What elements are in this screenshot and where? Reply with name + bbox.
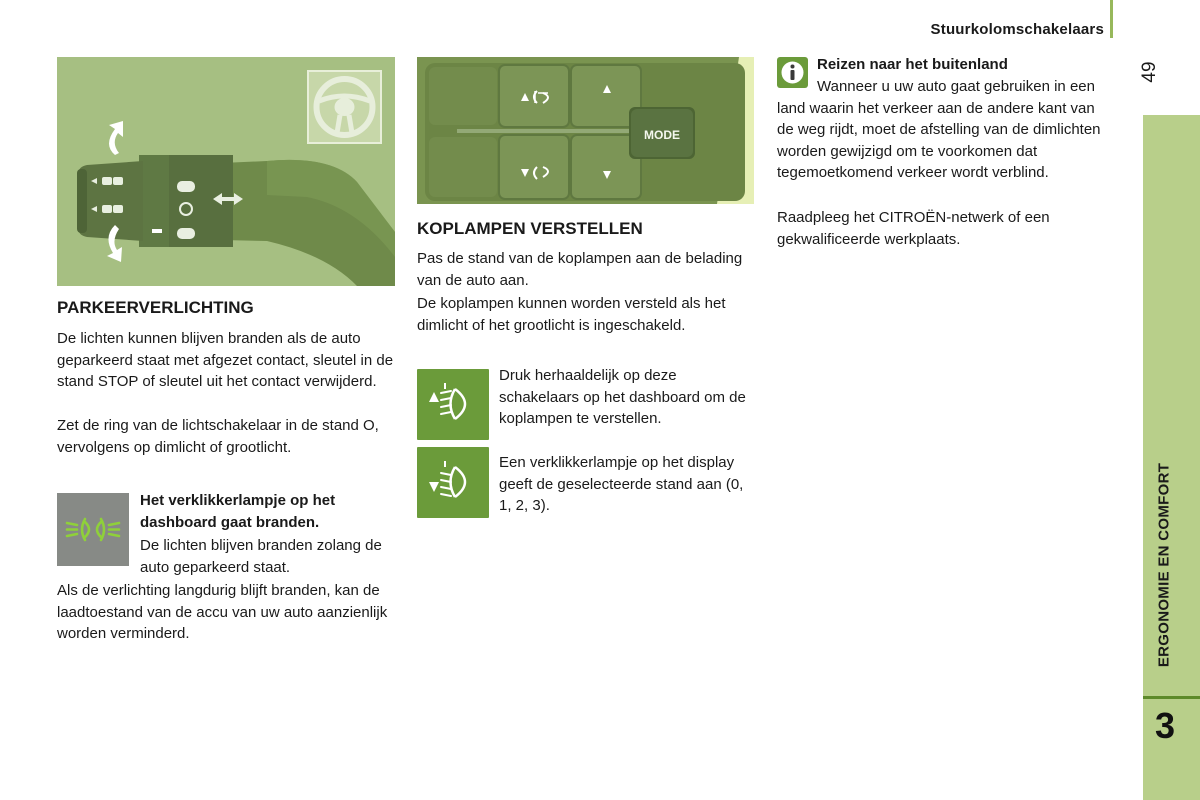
headlamp-instruction-2: Een verklikkerlampje op het display geeft de geselecteerde stand aan (0, 1, 2, 3). [499,454,744,514]
headlamp-down-button-box [417,447,489,518]
running-header-title: Stuurkolomschakelaars [930,21,1104,38]
mode-button-label: MODE [644,128,680,142]
battery-warning-paragraph: Als de verlichting langdurig blijft branden, kan de laadtoestand van de accu van uw auto aanzienlijk worden verminderd. [57,582,388,642]
section-heading-headlamp-adjust: KOPLAMPEN VERSTELLEN [417,219,643,238]
headlamp-paragraph-2: De koplampen kunnen worden versteld als het dimlicht of het grootlicht is ingeschakeld. [417,295,726,334]
chapter-title-text: ERGONOMIE EN COMFORT [1155,462,1173,668]
lighting-stalk-illustration [57,57,395,286]
parking-lights-paragraph-2: Zet de ring van de lichtschakelaar in de stand O, vervolgens op dimlicht of grootlicht. [57,417,379,456]
side-lights-warning-box [57,493,129,566]
page-number: 49 [1139,61,1160,83]
info-paragraph-1: Wanneer u uw auto gaat gebruiken in een land waarin het verkeer aan de andere kant van de weg rijdt, moet de afstelling van de dimlichten worden gewijzigd om te voorkomen dat tegemoetkomend verkeer wordt verblind. [777,78,1101,181]
headlamp-up-button-box [417,369,489,440]
headlamp-down-icon [417,447,489,518]
parking-lights-paragraph-1: De lichten kunnen blijven branden als de auto geparkeerd staat met afgezet contact, sleutel in de stand STOP of sleutel uit het contact verwijderd. [57,330,394,390]
info-title: Reizen naar het buitenland [817,56,1008,73]
headlamp-instruction-1: Druk herhaaldelijk op deze schakelaars op het dashboard om de koplampen te verstellen. [499,367,746,427]
header-rule [1110,0,1113,38]
warning-title: Het verklikkerlampje op het dashboard gaat branden. [140,492,336,531]
info-paragraph-2: Raadpleeg het CITROËN-netwerk of een gekwalificeerde werkplaats. [777,209,1050,248]
headlamp-paragraph-1: Pas de stand van de koplampen aan de belading van de auto aan. [417,250,743,289]
warning-body: De lichten blijven branden zolang de auto geparkeerd staat. [140,537,382,576]
headlamp-adjust-switches-illustration [417,57,754,204]
chapter-number: 3 [1154,705,1176,746]
headlamp-up-icon [417,369,489,440]
section-heading-parking-lights: PARKEERVERLICHTING [57,298,254,317]
chapter-title [1144,445,1184,685]
chapter-rule [1143,696,1200,699]
side-lights-warning-icon [57,493,129,566]
